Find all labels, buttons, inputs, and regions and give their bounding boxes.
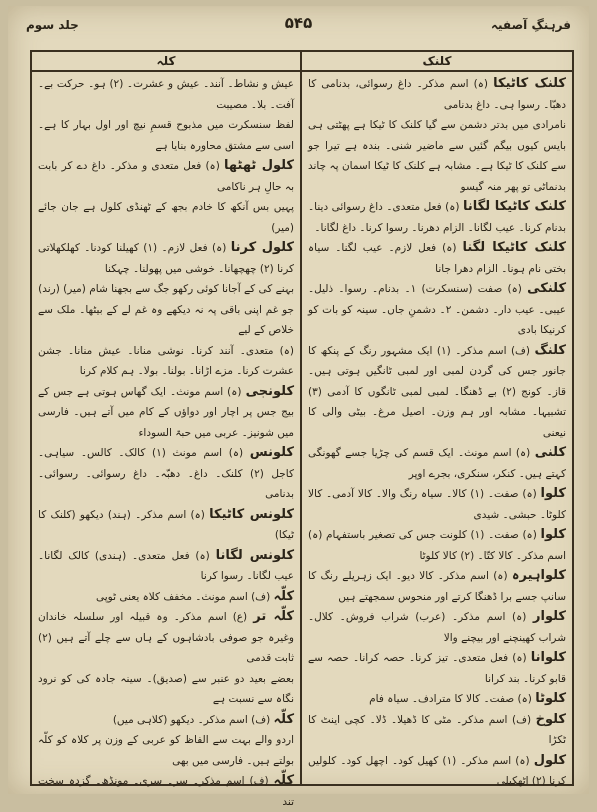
dictionary-entry xyxy=(38,505,294,546)
dictionary-entry xyxy=(38,197,294,238)
dictionary-entry xyxy=(38,546,294,587)
entry-definition: بہنے کی کے آجانا کوئی رکھو جگ سے بجھنا شام (میر) (رند) xyxy=(38,283,294,295)
entry-headword: کلواہیرہ xyxy=(511,568,566,583)
dictionary-entry xyxy=(308,710,566,751)
entry-definition: (ہ) اسم مذکر۔ کالا دیو۔ ایک زہریلے رنگ کا سانپ جسے برا ڈھنگا کرتے اور منحوس سمجھتے ہیں xyxy=(308,570,566,603)
entry-definition: (ہ) فعل متعدی۔ داغ رسوائی دینا۔ بدنام کرنا۔ عیب لگانا۔ الزام دھرنا۔ رسوا کرنا۔ داغ لگانا۔ xyxy=(308,201,566,234)
entry-definition: (ہ) اسم مذکر۔ (ہند) دیکھو (کلنک کا ٹیکا) xyxy=(38,508,294,541)
dictionary-entry xyxy=(308,689,566,710)
dictionary-entry xyxy=(38,710,294,731)
column-divider xyxy=(300,52,302,784)
entry-headword: کلونس کاٹیکا xyxy=(209,506,294,522)
entry-headword: کلنکی xyxy=(527,281,567,296)
entry-definition: (ہ) صفت۔ (۱) کلونت جس کی تصغیر باستفہام (ہ) اسم مذکر۔ کالا کتّا۔ (۲) کالا کلوٹا xyxy=(308,529,566,562)
entry-definition: لفظ سنسکرت میں مذبوح قسمِ نیچ اور اول بہار کا ہے۔ اسی سے مشتق محاورہ بنایا ہے xyxy=(38,119,294,152)
dictionary-entry xyxy=(308,566,566,607)
dictionary-entry xyxy=(38,300,294,341)
page-number: ۵۴۵ xyxy=(284,14,313,32)
dictionary-entry xyxy=(308,607,566,648)
entry-headword: کلنگ xyxy=(534,342,566,358)
page-header xyxy=(8,14,589,40)
entry-definition: (ف) اسم مذکر۔ (۱) ایک مشہور رنگ کے پنکھ کا جانور جس کی گردن لمبی اور لمبی ٹانگیں ہوتی ہیں۔ قاز۔ کونج (۲) بے ڈھنگا۔ لمبی لمبی ٹانگوں کا آدمی (۳) تشبیہا۔ مشابہ اور ہم وزن۔ اصیل مرغ۔ بیٹی والی کا نیعنی xyxy=(308,344,566,439)
entry-definition: (ہ) فعل لازم۔ (۱) کھیلنا کودنا۔ کھلکھلاتی کرنا (۲) چھچھانا۔ خوشی میں پھولنا۔ چہکنا xyxy=(38,242,294,275)
entry-headword: کلونس لگانا xyxy=(215,547,295,563)
right-column xyxy=(308,74,567,787)
entry-headword: کلوانا xyxy=(530,650,566,665)
entry-definition: (ہ) اسم مذکر۔ (عرب) شراب فروش۔ کلال۔ شراب کھینچنے اور بیچنے والا xyxy=(308,611,566,644)
entry-headword: کلنک کاٹیکا لگنا xyxy=(462,240,566,255)
dictionary-entry xyxy=(38,587,294,608)
entry-headword: کلونس xyxy=(249,445,294,460)
dictionary-entry xyxy=(38,238,294,279)
dictionary-entry xyxy=(308,751,566,792)
entry-headword: کلّہ xyxy=(273,588,294,604)
columns-frame xyxy=(30,50,574,808)
entry-definition: (ع) اسم مذکر۔ وہ قبیلہ اور سلسلہ خاندان وغیرہ جو صوفی بادشاہوں کے ہاں سے چلے آتے ہیں (۲) ثابت قدمی xyxy=(38,611,294,664)
dictionary-entry xyxy=(308,648,566,689)
entry-headword: کلول ٹھٹھا xyxy=(224,158,294,173)
dictionary-entry xyxy=(38,382,294,444)
dictionary-entry xyxy=(308,443,566,484)
dictionary-entry xyxy=(38,115,294,156)
entry-definition: (ہ) اسم مونث۔ ایک گھاس ہوتی ہے جس کے بیج جس پر اچار اور دواؤں کے کام میں آتے ہیں۔ فارسی میں شونیز۔ عربی میں حبۃ السوداء xyxy=(38,385,294,439)
dictionary-entry xyxy=(38,669,294,710)
entry-definition: (ہ) صفت (سنسکرت) ۱۔ بدنام۔ رسوا۔ ذلیل۔ عیبی۔ عیب دار۔ دشمن۔ ۲۔ دشمنِ جاں۔ سینہ کو بات کو کرنیکا بادی xyxy=(308,283,566,336)
dictionary-entry xyxy=(38,443,294,505)
entry-headword: کلول xyxy=(533,752,566,768)
entry-definition: (ہ) فعل متعدی۔ تیز کرنا۔ حصہ کرانا۔ حصہ سے قابو کرنا۔ بند کرانا xyxy=(308,652,566,685)
entry-headword: کلنی xyxy=(534,445,567,460)
dictionary-entry xyxy=(308,197,566,238)
running-title: فرہنگِ آصفیہ xyxy=(491,18,571,32)
entry-definition: (ف) اسم مذکر۔ مٹی کا ڈھیلا۔ ڈلا۔ کچی اینٹ کا ٹکڑا xyxy=(308,713,566,746)
right-column-heading: کلنک xyxy=(302,52,572,72)
entry-definition: نامرادی میں بدتر دشمن سے گیا کلنک کا ٹیکا ہے پھٹتی ہی بایس کیوں بیگم گئیں سے ماضیر شنی۔ بندہ ہے تیرا جو سے کلنک کا ٹیکا ہے۔ مشابہ ہے کلنک کا ٹیکا اسمان پہ چاند بدنماٹی تو پھر منہ گیسو xyxy=(308,119,566,193)
entry-definition: (ہ) صفت۔ (۱) کالا۔ سیاہ رنگ والا۔ کالا آدمی۔ کالا کلوٹا۔ حبشی۔ شیدی xyxy=(308,488,566,521)
dictionary-entry xyxy=(38,607,294,669)
dictionary-entry xyxy=(308,484,566,525)
entry-definition: (ہ) متعدی۔ آنند کرنا۔ نوشی منانا۔ عیش منانا۔ جشن عشرت کرنا۔ مزے اڑانا۔ بولنا۔ بولا۔ ہم کلام کرنا xyxy=(38,344,294,377)
dictionary-entry xyxy=(38,341,294,382)
dictionary-entry xyxy=(38,279,294,300)
dictionary-entry xyxy=(308,525,566,566)
entry-headword: کلّہ تر xyxy=(253,609,294,624)
entry-definition: (ف) اسم مذکر۔ دیکھو (کلاہی میں) xyxy=(112,713,271,726)
entry-headword: کلوا xyxy=(540,527,566,542)
entry-definition: (ف) اسم مذکر۔ سر۔ سری۔ مونڈھ۔ گزدہ سخت تند xyxy=(38,775,294,808)
entry-definition: (ہ) فعل لازم۔ عیب لگنا۔ سیاہ بختی نام ہونا۔ الزام دھرا جانا xyxy=(308,242,566,275)
entry-definition: پہیں بس آنکھ کا خادم بجھ کے ٹھنڈی کلول ہے جان جائے (میر) xyxy=(38,201,294,234)
dictionary-entry xyxy=(308,238,566,279)
dictionary-entry xyxy=(308,115,566,197)
entry-definition: (ہ) اسم مونث (۱) کالک۔ کالس۔ سیاہی۔ کاجل (۲) کلنک۔ داغ۔ دھبّہ۔ داغ رسوائی۔ رسوائی۔ بدنامی xyxy=(38,447,294,500)
dictionary-entry xyxy=(38,156,294,197)
entry-definition: (ہ) فعل متعدی و مذکر۔ داغ دے کر بابت بہ حالِ ہر ناکامی xyxy=(38,160,294,193)
entry-headword: کلّہ xyxy=(273,773,294,788)
entry-headword: کلونجی xyxy=(245,383,294,399)
entry-definition: عیش و نشاط۔ آنند۔ عیش و عشرت۔ (۲) ہو۔ حرکت بے۔ آفت۔ بلا۔ مصیبت xyxy=(38,78,294,111)
entry-headword: کلوخ xyxy=(535,711,566,727)
dictionary-entry xyxy=(308,74,566,115)
entry-definition: بعضے بعید دو عنبر سے (صدیق)۔ سینہ جادہ کی کو نرود نگاہ سے نسبت ہے xyxy=(38,672,294,705)
entry-headword: کلّہ xyxy=(273,711,294,727)
entry-definition: (ہ) اسم مونث۔ ایک قسم کی چڑیا جسے گھونگی کہتے ہیں۔ کنکر، سنکری، بجرے اوپر xyxy=(308,447,566,480)
dictionary-entry xyxy=(38,771,294,812)
entry-headword: کلول کرنا xyxy=(230,240,294,255)
entry-headword: کلنک کاٹیکا xyxy=(493,76,566,91)
entry-headword: کلوار xyxy=(533,609,566,624)
entry-definition: (ف) اسم مونث۔ مخفف کلاہ یعنی ٹوپی xyxy=(96,590,271,603)
entry-definition: (ہ) فعل متعدی۔ (ہندی) کالک لگانا۔ عیب لگانا۔ رسوا کرنا xyxy=(38,549,294,582)
entry-definition: اردو والے بہت سے الفاظ کو عربی کے وزن پر کلاہ کو کلّہ بولتے ہیں۔ فارسی میں بھی xyxy=(38,734,294,767)
left-column xyxy=(38,74,295,808)
entry-headword: کلوٹا xyxy=(535,691,566,706)
dictionary-entry xyxy=(38,730,294,771)
entry-headword: کلنک کاٹیکا لگانا xyxy=(462,199,566,214)
left-column-heading: کلہ xyxy=(32,52,300,72)
dictionary-entry xyxy=(308,279,566,341)
dictionary-entry xyxy=(38,74,294,115)
entry-definition: (ہ) اسم مذکر۔ داغ رسوائی، بدنامی کا دھبّا۔ رسوا ہی۔ داغ بدنامی xyxy=(308,78,566,111)
volume-label: جلد سوم xyxy=(26,18,79,32)
entry-definition: (ہ) صفت۔ کالا کا مترادف۔ سیاہ فام xyxy=(369,693,532,705)
page xyxy=(8,6,589,808)
dictionary-entry xyxy=(308,341,566,444)
entry-headword: کلوا xyxy=(540,486,566,501)
entry-definition: جو غم اپنی باقی پہ نہ دیکھے وہ غم لے کے بیٹھا۔ ملک سے خلاص کے لیے xyxy=(38,303,294,336)
entry-definition: (ہ) اسم مذکر۔ (۱) کھیل کود۔ اچھل کود۔ کلولیں کرنا (۲) اٹھکیلی xyxy=(308,754,566,787)
